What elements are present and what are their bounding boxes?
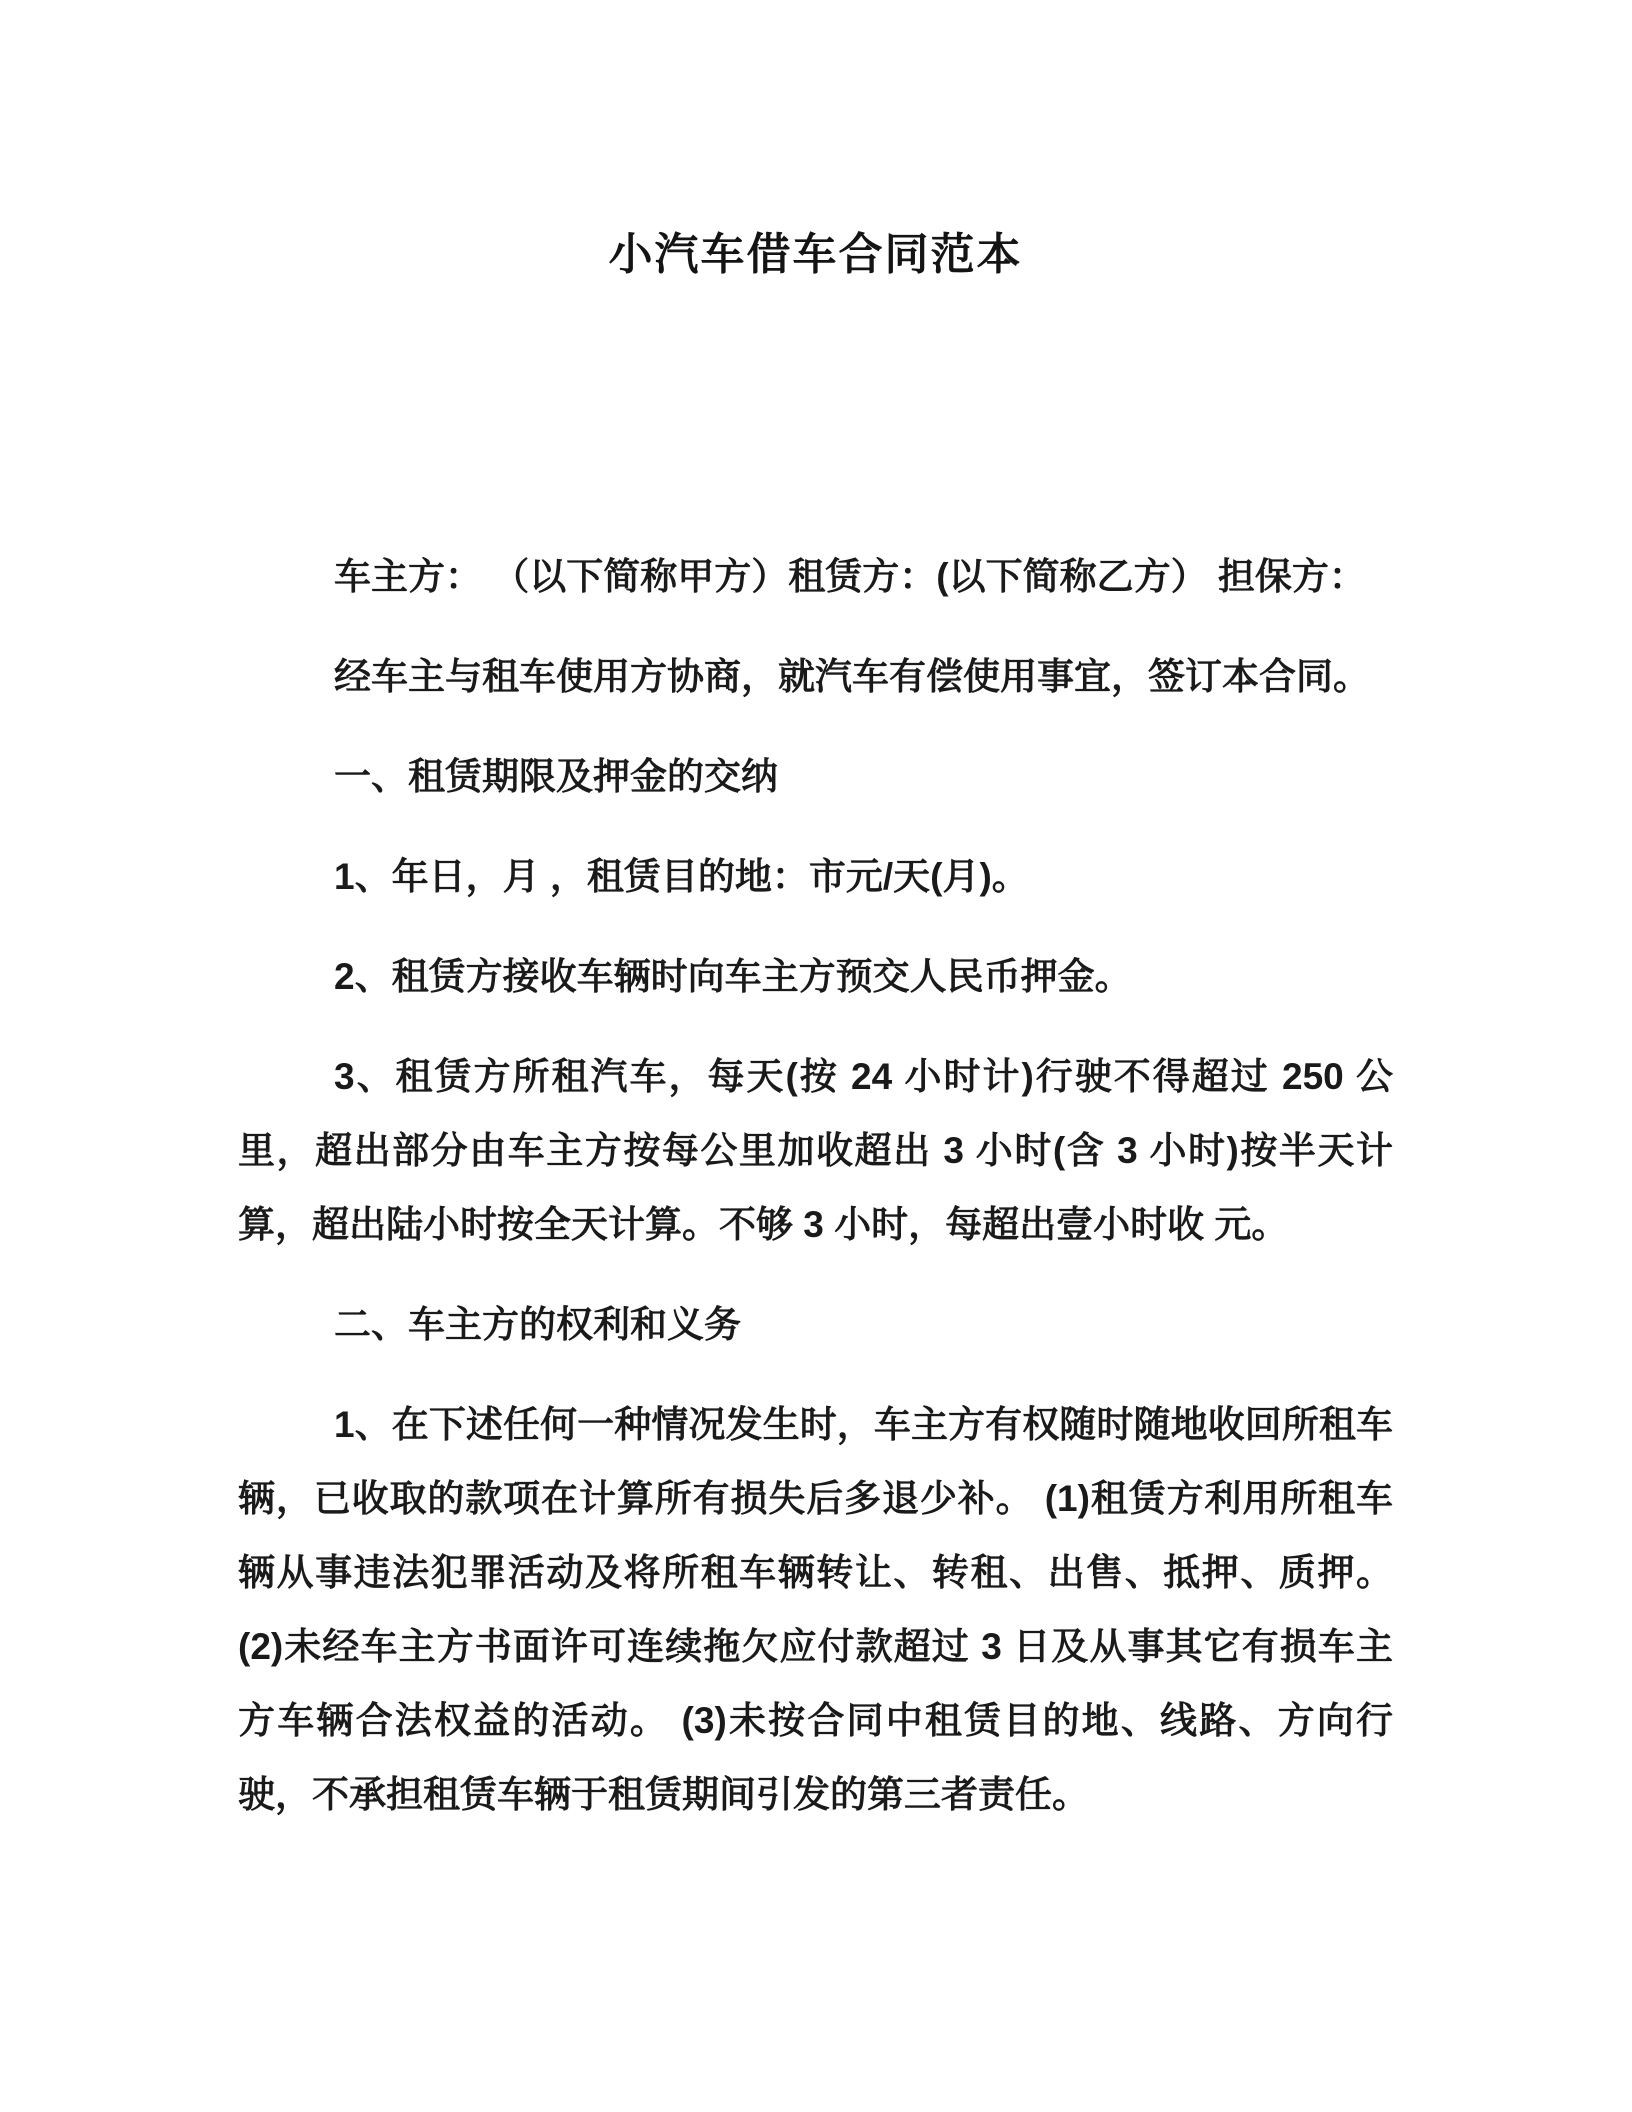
paragraph-clause-2-1: 1、在下述任何一种情况发生时，车主方有权随时随地收回所租车辆，已收取的款项在计算所有损失后多退少补。 (1)租赁方利用所租车辆从事违法犯罪活动及将所租车辆转让、转租、出售、抵押、质押。(2)未经车主方书面许可连续拖欠应付款超过 3 日及从事其它有损车主方车辆合法权益的活动。 (3)未按合同中租赁目的地、线路、方向行驶，不承担租赁车辆于租赁期间引发的第三者责任。 [238,1404,1393,1815]
paragraph-preamble: 经车主与租车使用方协商，就汽车有偿使用事宜，签订本合同。 [334,656,1370,697]
document-body [238,540,1393,1832]
paragraph-clause-1-1: 1、年日，月 ，租赁目的地：市元/天(月)。 [334,856,1029,897]
section-heading-2: 二、车主方的权利和义务 [334,1304,741,1345]
document-title: 小汽车借车合同范本 [608,230,1023,279]
section-heading-1: 一、租赁期限及押金的交纳 [334,756,778,797]
paragraph-clause-1-3: 3、租赁方所租汽车，每天(按 24 小时计)行驶不得超过 250 公里，超出部分由车主方按每公里加收超出 3 小时(含 3 小时)按半天计算，超出陆小时按全天计算。不够 3 小时，每超出壹小时收 元。 [238,1056,1393,1245]
paragraph-clause-1-2: 2、租赁方接收车辆时向车主方预交人民币押金。 [334,956,1132,997]
paragraph-parties: 车主方： （以下简称甲方）租赁方：(以下简称乙方） 担保方： [334,556,1366,597]
